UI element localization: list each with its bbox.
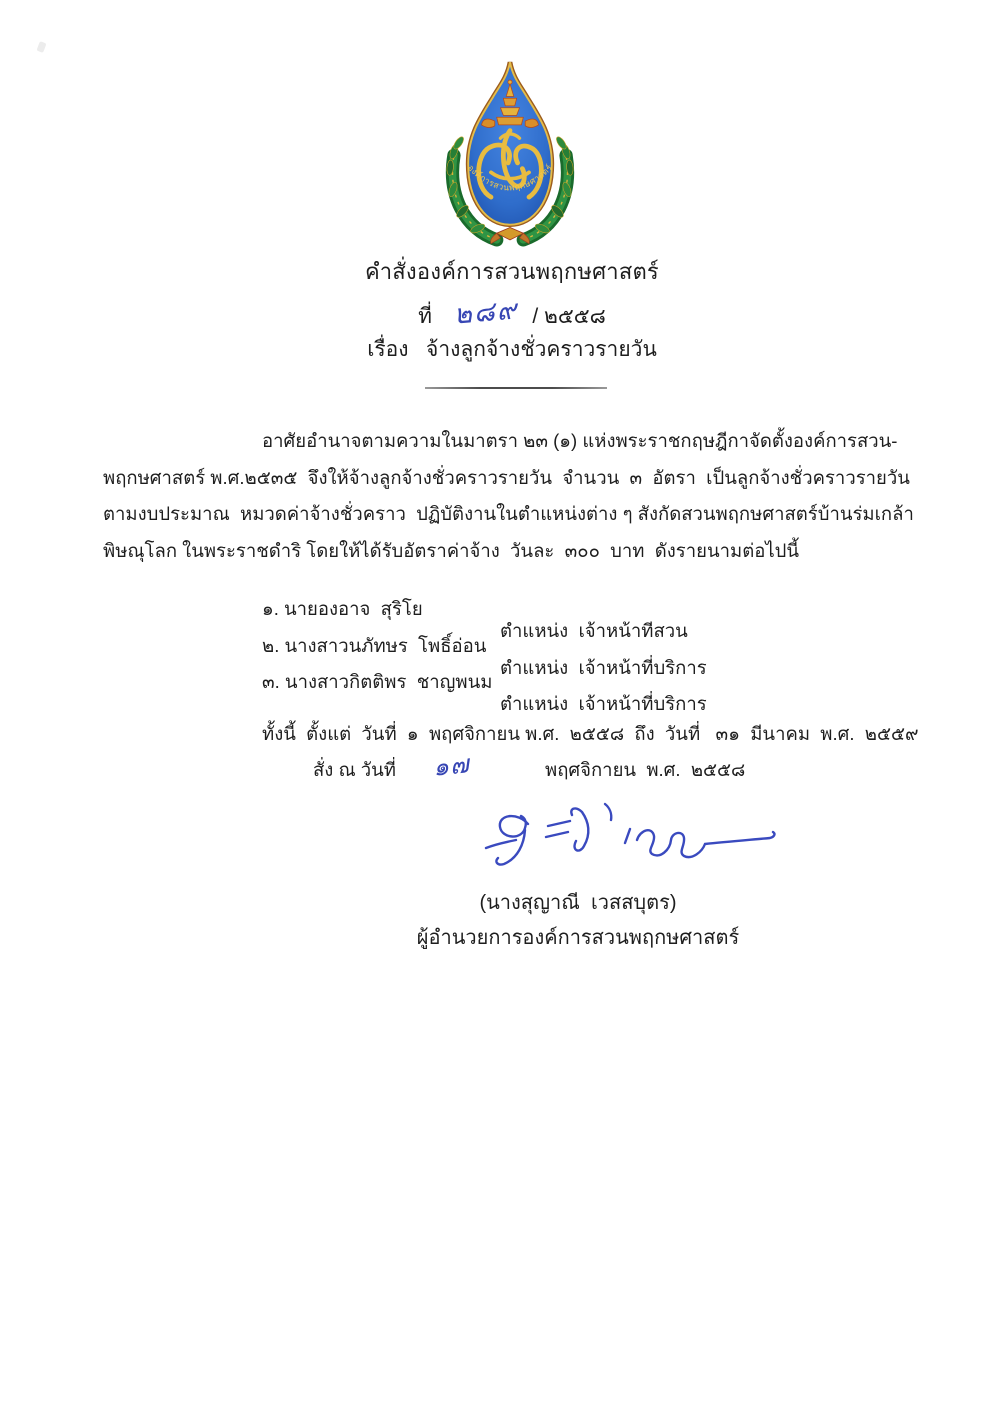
order-number-line	[12, 292, 1000, 335]
effective-period-text: ทั้งนี้ ตั้งแต่ วันที่ ๑ พฤศจิกายน พ.ศ. ๒๕๕๘ ถึง วันที่ ๓๑ มีนาคม พ.ศ. ๒๕๕๙	[262, 723, 919, 744]
employee-position: ตำแหน่ง เจ้าหน้าทีสวน	[500, 620, 688, 642]
effective-period-line	[103, 698, 963, 764]
header-divider	[425, 387, 607, 389]
document-title: คำสั่งองค์การสวนพฤกษศาสตร์	[365, 259, 659, 284]
body-paragraph	[103, 427, 914, 714]
order-number-prefix: ที่	[418, 305, 432, 328]
subject-label: เรื่อง	[367, 338, 409, 361]
employee-name: ๓. นางสาวกิตติพร ชาญพนม	[262, 670, 493, 692]
employee-row	[103, 646, 913, 714]
order-number-year: / ๒๕๕๘	[532, 305, 606, 328]
scan-artifact	[37, 41, 47, 53]
employee-row	[103, 573, 913, 642]
emblem-curved-text: องค์การสวนพฤกษศาสตร์	[465, 162, 555, 193]
issued-suffix: พฤศจิกายน พ.ศ. ๒๕๕๘	[545, 759, 746, 780]
issued-prefix: สั่ง ณ วันที่	[313, 759, 396, 780]
subject-line	[12, 333, 1000, 366]
employee-position: ตำแหน่ง เจ้าหน้าที่บริการ	[500, 692, 707, 714]
paragraph-line: พิษณุโลก ในพระราชดำริ โดยให้ได้รับอัตราค่าจ้าง วันละ ๓๐๐ บาท ดังรายนามต่อไปนี้	[103, 539, 800, 561]
employee-row	[103, 610, 913, 678]
paragraph-line: อาศัยอำนาจตามความในมาตรา ๒๓ (๑) แห่งพระราชกฤษฎีกาจัดตั้งองค์การสวน-	[262, 430, 898, 451]
paragraph-line: ตามงบประมาณ หมวดค่าจ้างชั่วคราว ปฏิบัติงานในตำแหน่งต่าง ๆ สังกัดสวนพฤกษศาสตร์บ้านร่มเกล้า	[103, 503, 914, 525]
subject-gap	[409, 338, 427, 361]
organization-emblem	[434, 55, 586, 248]
issued-date-line	[103, 749, 963, 802]
signer-name: (นางสุญาณี เวสสบุตร)	[479, 892, 677, 914]
employee-position: ตำแหน่ง เจ้าหน้าที่บริการ	[500, 656, 707, 678]
employee-name: ๒. นางสาวนภัทษร โพธิ์อ่อน	[262, 634, 487, 656]
order-number-handwritten: ๒๘๙	[452, 294, 520, 331]
issued-day-handwritten: ๑๗	[431, 749, 472, 782]
employee-name: ๑. นายองอาจ สุริโย	[262, 598, 423, 620]
subject-text: จ้างลูกจ้างชั่วคราวรายวัน	[426, 338, 657, 361]
signer-title: ผู้อำนวยการองค์การสวนพฤกษศาสตร์	[416, 927, 740, 949]
signature-ink	[462, 798, 782, 876]
paragraph-line: พฤกษศาสตร์ พ.ศ.๒๕๓๕ จึงให้จ้างลูกจ้างชั่วคราวรายวัน จำนวน ๓ อัตรา เป็นลูกจ้างชั่วคราวรายวัน	[103, 466, 910, 488]
